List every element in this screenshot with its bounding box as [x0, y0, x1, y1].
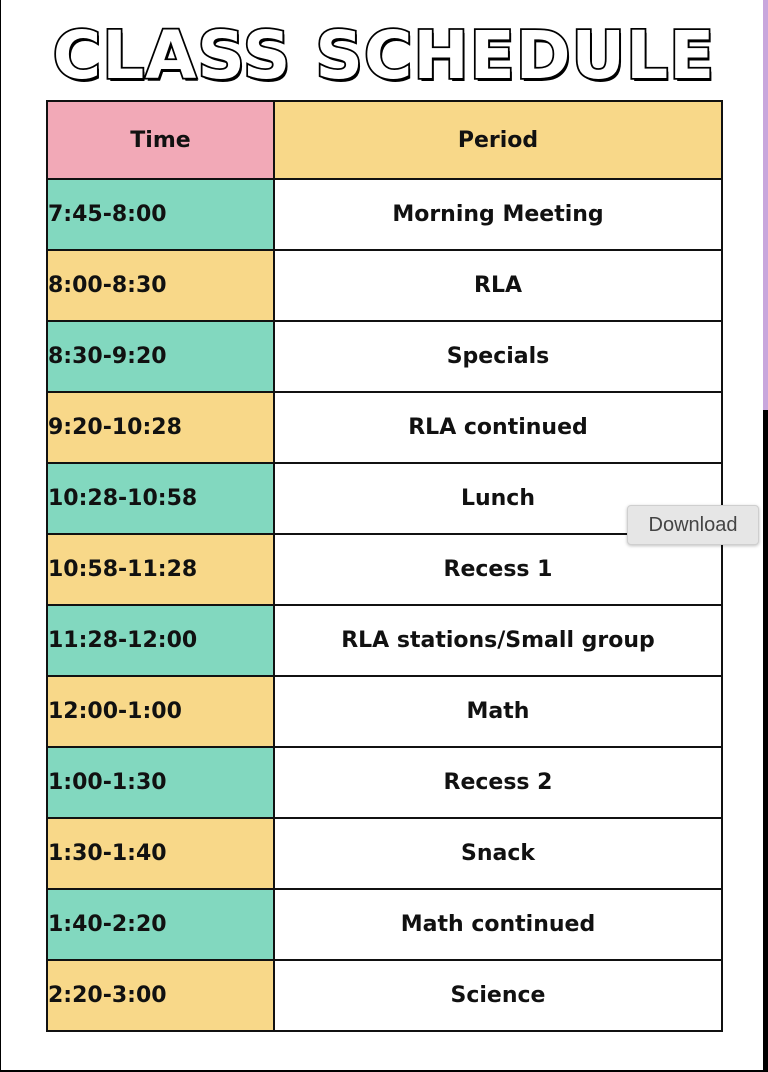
time-cell: 10:28-10:58: [47, 463, 274, 534]
time-cell: 9:20-10:28: [47, 392, 274, 463]
period-cell: RLA stations/Small group: [274, 605, 722, 676]
time-cell: 11:28-12:00: [47, 605, 274, 676]
schedule-table: [46, 100, 723, 1032]
period-cell: Morning Meeting: [274, 179, 722, 250]
period-cell: Specials: [274, 321, 722, 392]
table-row: [47, 605, 722, 676]
table-row: [47, 747, 722, 818]
period-cell: RLA: [274, 250, 722, 321]
header-period: Period: [274, 101, 722, 179]
page-title: CLASS SCHEDULE: [52, 17, 716, 94]
period-cell: Science: [274, 960, 722, 1031]
period-cell: Recess 2: [274, 747, 722, 818]
period-cell: Recess 1: [274, 534, 722, 605]
table-row: [47, 179, 722, 250]
period-cell: RLA continued: [274, 392, 722, 463]
table-header-row: [47, 101, 722, 179]
time-cell: 7:45-8:00: [47, 179, 274, 250]
period-cell: Math: [274, 676, 722, 747]
table-row: [47, 321, 722, 392]
table-row: [47, 818, 722, 889]
download-tooltip: Download: [627, 505, 759, 545]
time-cell: 1:30-1:40: [47, 818, 274, 889]
table-row: [47, 250, 722, 321]
table-row: [47, 889, 722, 960]
table-row: [47, 392, 722, 463]
table-row: [47, 534, 722, 605]
period-cell: Lunch: [274, 463, 722, 534]
time-cell: 8:30-9:20: [47, 321, 274, 392]
time-cell: 8:00-8:30: [47, 250, 274, 321]
period-cell: Snack: [274, 818, 722, 889]
time-cell: 1:00-1:30: [47, 747, 274, 818]
time-cell: 1:40-2:20: [47, 889, 274, 960]
table-row: [47, 463, 722, 534]
table-row: [47, 676, 722, 747]
time-cell: 12:00-1:00: [47, 676, 274, 747]
header-time: Time: [47, 101, 274, 179]
table-row: [47, 960, 722, 1031]
time-cell: 10:58-11:28: [47, 534, 274, 605]
period-cell: Math continued: [274, 889, 722, 960]
schedule-page: [1, 0, 763, 1070]
time-cell: 2:20-3:00: [47, 960, 274, 1031]
